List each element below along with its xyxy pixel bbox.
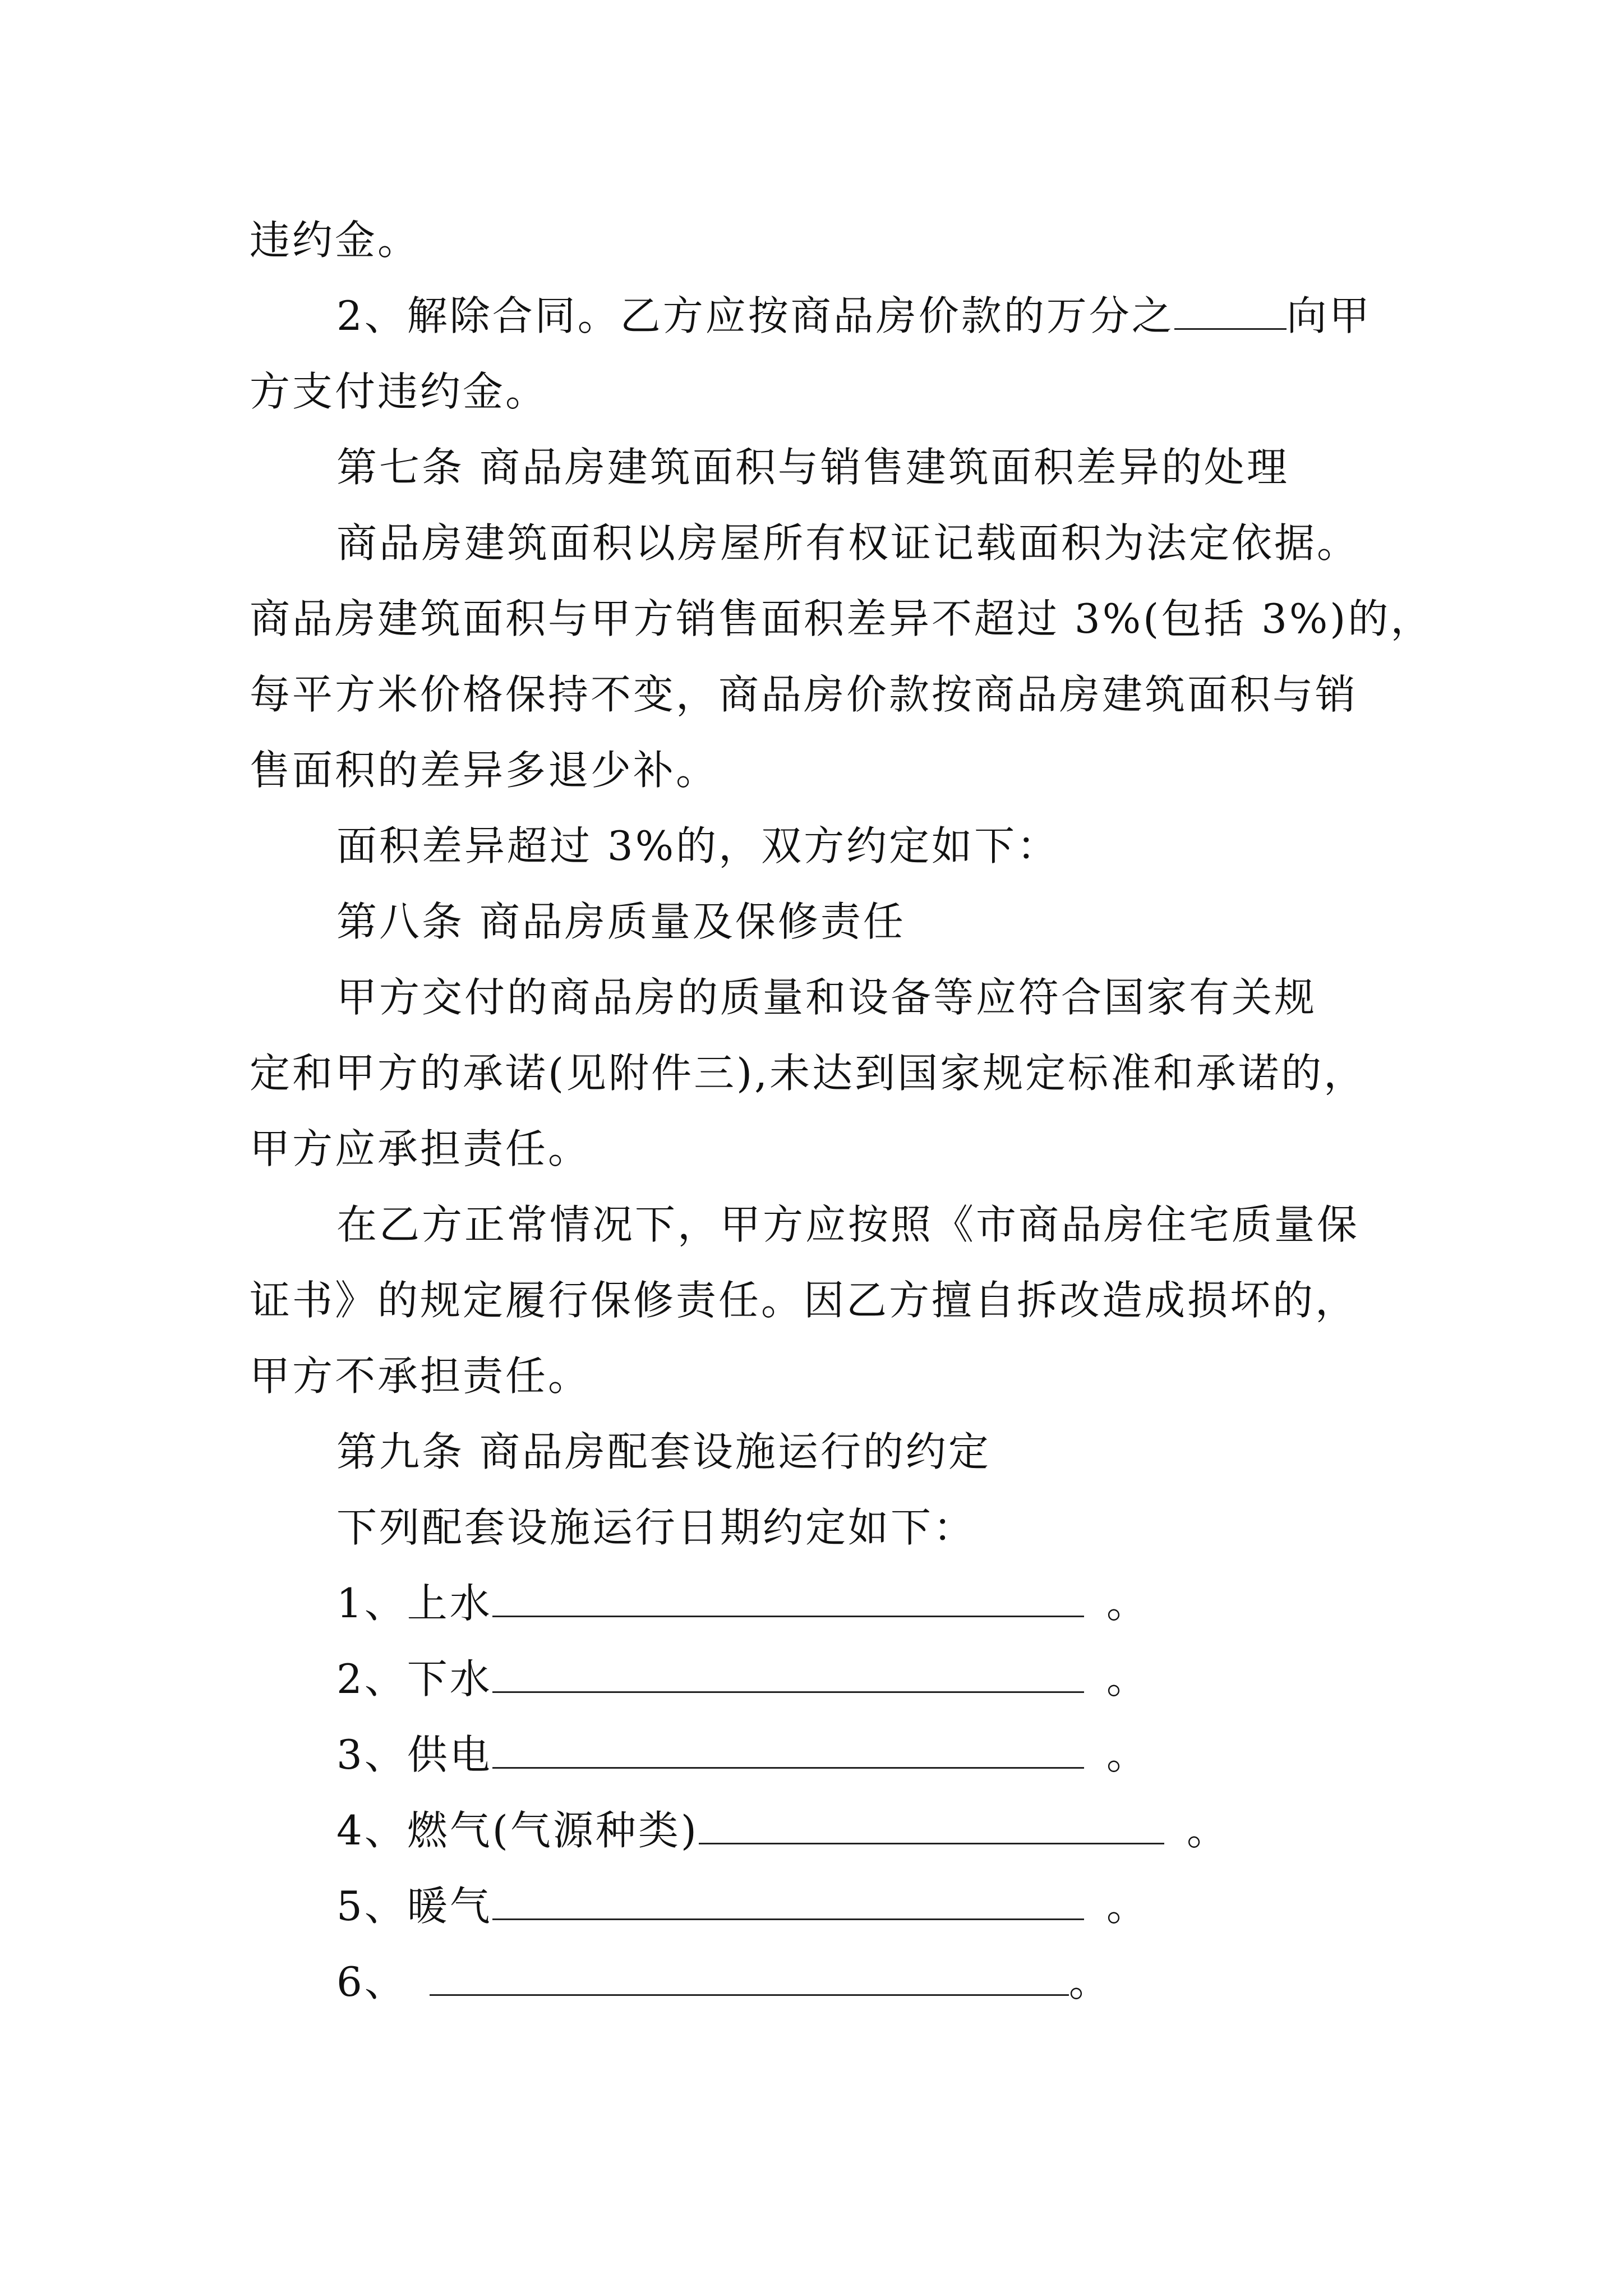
text-line — [250, 213, 420, 267]
text: 。 — [1106, 1731, 1149, 1778]
text: 甲方应承担责任。 — [250, 1125, 591, 1172]
text: 证书》的规定履行保修责任。因乙方擅自拆改造成损坏的， — [250, 1277, 1358, 1324]
text-line — [336, 1501, 976, 1554]
text-line — [250, 365, 548, 418]
text-line — [250, 592, 1433, 646]
facility-item — [336, 1652, 1149, 1706]
text-line — [250, 1349, 591, 1403]
text: 。 — [1068, 1958, 1112, 2005]
section-heading-8 — [336, 895, 906, 949]
facility-label: 4、燃气(气源种类) — [336, 1807, 699, 1854]
text-line — [250, 1273, 1358, 1327]
text: 第七条 商品房建筑面积与销售建筑面积差异的处理 — [336, 444, 1289, 491]
text: 第九条 商品房配套设施运行的约定 — [336, 1428, 991, 1475]
facility-item — [336, 1803, 1229, 1857]
section-heading-9 — [336, 1425, 991, 1479]
text: 面积差异超过 3%的，双方约定如下： — [336, 822, 1060, 869]
facility-label: 1、上水 — [336, 1580, 492, 1627]
fill-blank — [1174, 293, 1287, 330]
facility-item — [336, 1576, 1149, 1630]
text-line — [250, 743, 718, 797]
fill-blank — [430, 1959, 1069, 1996]
text: 商品房建筑面积以房屋所有权证记载面积为法定依据。 — [336, 519, 1360, 567]
text-line — [336, 289, 1372, 343]
fill-blank — [492, 1657, 1084, 1693]
text: 在乙方正常情况下，甲方应按照《市商品房住宅质量保 — [336, 1201, 1360, 1248]
text: 甲方不承担责任。 — [250, 1352, 591, 1400]
text: 向甲 — [1286, 292, 1372, 339]
fill-blank — [699, 1808, 1164, 1844]
text: 第八条 商品房质量及保修责任 — [336, 898, 906, 945]
text: 商品房建筑面积与甲方销售面积差异不超过 3%(包括 3%)的， — [250, 595, 1433, 642]
fill-blank — [492, 1732, 1084, 1769]
text: 2、解除合同。乙方应按商品房价款的万分之 — [336, 292, 1174, 339]
facility-label: 3、供电 — [336, 1731, 492, 1778]
section-heading-7 — [336, 440, 1289, 494]
text: 。 — [1106, 1883, 1149, 1930]
text-line — [336, 516, 1359, 570]
text: 违约金。 — [250, 217, 421, 264]
text-line — [336, 819, 1059, 873]
facility-item — [336, 1955, 1112, 2009]
text-line — [250, 668, 1358, 721]
facility-item — [336, 1728, 1149, 1782]
fill-blank — [492, 1884, 1084, 1920]
text-line — [250, 1122, 591, 1176]
facility-label: 5、暖气 — [336, 1883, 492, 1930]
facility-label: 2、下水 — [336, 1655, 492, 1703]
text-line — [250, 1046, 1366, 1100]
text: 方支付违约金。 — [250, 368, 548, 415]
facility-item — [336, 1879, 1149, 1933]
facility-label: 6、 — [336, 1958, 407, 2005]
text: 每平方米价格保持不变，商品房价款按商品房建筑面积与销 — [250, 671, 1358, 718]
text-line — [336, 970, 1317, 1024]
text: 。 — [1187, 1807, 1230, 1854]
text: 下列配套设施运行日期约定如下： — [336, 1504, 976, 1551]
fill-blank — [492, 1581, 1084, 1617]
text-line — [336, 1198, 1359, 1251]
text: 定和甲方的承诺(见附件三),未达到国家规定标准和承诺的， — [250, 1050, 1367, 1097]
text: 。 — [1106, 1580, 1149, 1627]
text: 售面积的差异多退少补。 — [250, 747, 719, 794]
text: 。 — [1106, 1655, 1149, 1703]
text: 甲方交付的商品房的质量和设备等应符合国家有关规 — [336, 974, 1317, 1021]
